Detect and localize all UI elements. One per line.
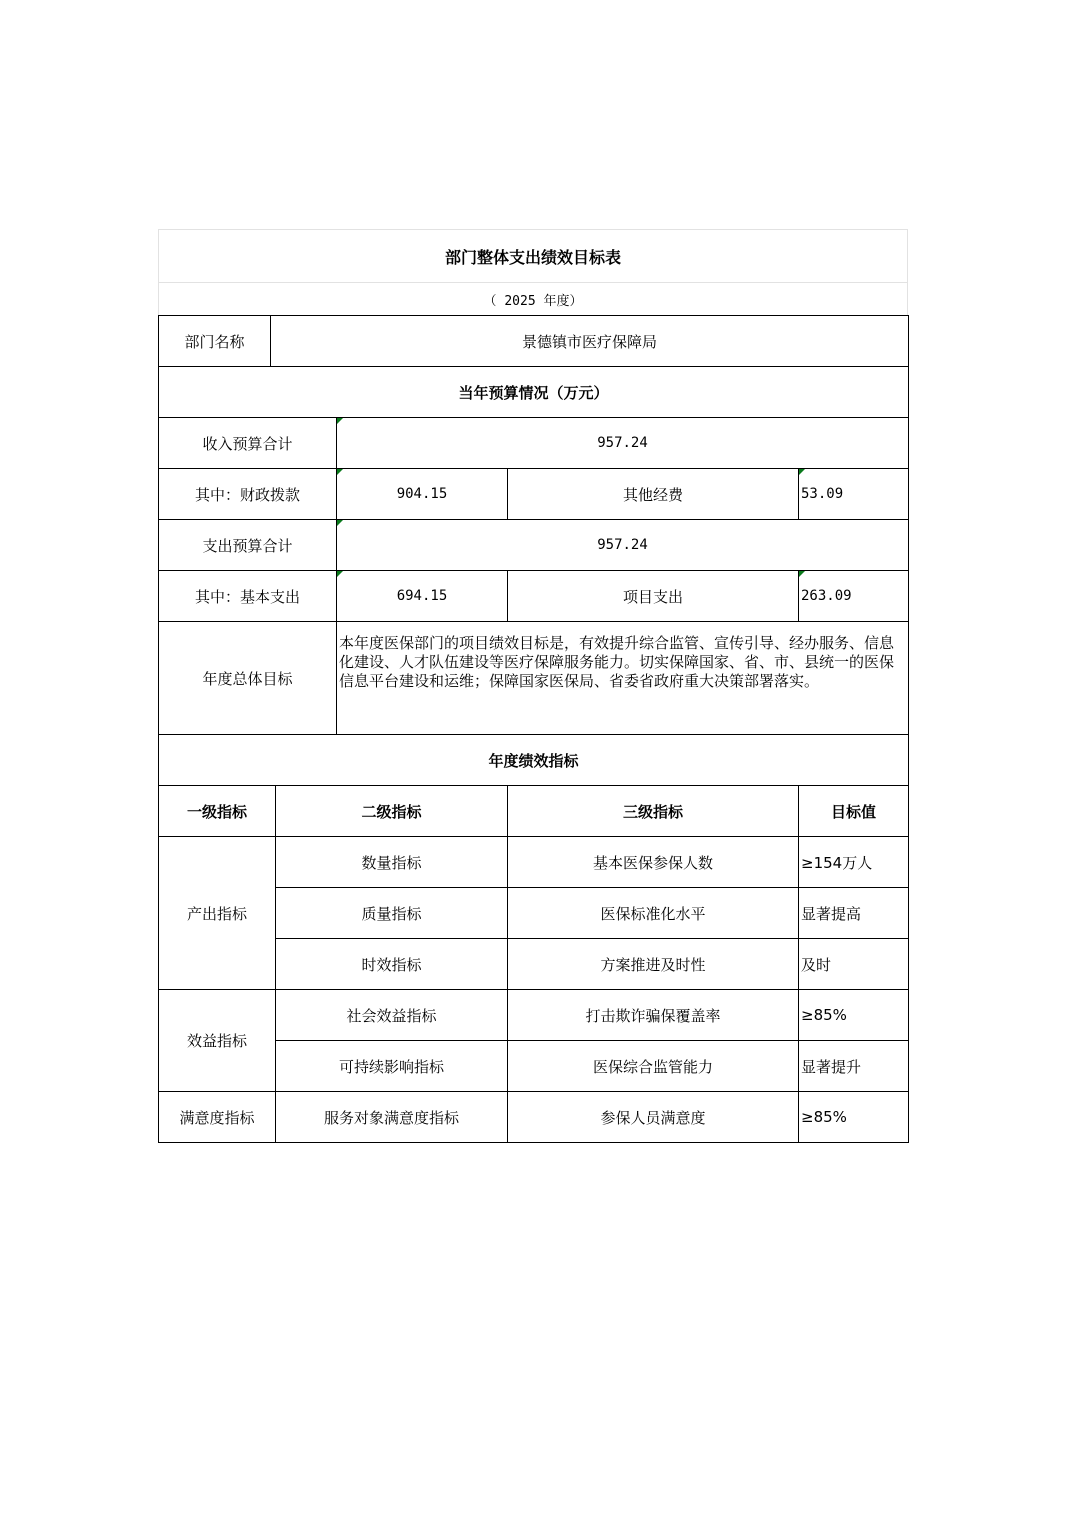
expense-total-row bbox=[159, 520, 909, 571]
fiscal-value: 904.15 bbox=[337, 469, 508, 520]
budget-section-row bbox=[159, 367, 909, 418]
level3-cell: 医保标准化水平 bbox=[508, 888, 799, 939]
target-table bbox=[158, 315, 909, 1143]
indicator-header-row bbox=[159, 786, 909, 837]
basic-row bbox=[159, 571, 909, 622]
target-cell: 显著提高 bbox=[799, 888, 909, 939]
performance-target-sheet bbox=[158, 229, 908, 1143]
indicator-section-title: 年度绩效指标 bbox=[159, 735, 909, 786]
dept-label: 部门名称 bbox=[159, 316, 271, 367]
dept-row bbox=[159, 316, 909, 367]
header-level3: 三级指标 bbox=[508, 786, 799, 837]
expense-total-value: 957.24 bbox=[337, 520, 909, 571]
fiscal-row bbox=[159, 469, 909, 520]
project-label: 项目支出 bbox=[508, 571, 799, 622]
income-total-value: 957.24 bbox=[337, 418, 909, 469]
income-total-label: 收入预算合计 bbox=[159, 418, 337, 469]
level3-cell: 参保人员满意度 bbox=[508, 1092, 799, 1143]
level2-cell: 数量指标 bbox=[276, 837, 508, 888]
sheet-title: 部门整体支出绩效目标表 bbox=[159, 230, 907, 283]
target-cell: 显著提升 bbox=[799, 1041, 909, 1092]
sheet-header bbox=[158, 229, 908, 315]
level2-cell: 服务对象满意度指标 bbox=[276, 1092, 508, 1143]
basic-value: 694.15 bbox=[337, 571, 508, 622]
budget-section-title: 当年预算情况（万元） bbox=[159, 367, 909, 418]
goal-text: 本年度医保部门的项目绩效目标是，有效提升综合监管、宣传引导、经办服务、信息化建设、人才队伍建设等医疗保障服务能力。切实保障国家、省、市、县统一的医保信息平台建设和运维；保障国家医保局、省委省政府重大决策部署落实。 bbox=[337, 622, 909, 735]
goal-label: 年度总体目标 bbox=[159, 622, 337, 735]
level1-satisfaction: 满意度指标 bbox=[159, 1092, 276, 1143]
other-label: 其他经费 bbox=[508, 469, 799, 520]
project-value: 263.09 bbox=[799, 571, 909, 622]
table-row bbox=[159, 990, 909, 1041]
fiscal-label: 其中：财政拨款 bbox=[159, 469, 337, 520]
level3-cell: 方案推进及时性 bbox=[508, 939, 799, 990]
level2-cell: 时效指标 bbox=[276, 939, 508, 990]
level2-cell: 质量指标 bbox=[276, 888, 508, 939]
table-row bbox=[159, 1092, 909, 1143]
target-cell: ≥154万人 bbox=[799, 837, 909, 888]
sheet-year: （ 2025 年度） bbox=[483, 293, 583, 309]
level3-cell: 打击欺诈骗保覆盖率 bbox=[508, 990, 799, 1041]
basic-label: 其中：基本支出 bbox=[159, 571, 337, 622]
income-total-row bbox=[159, 418, 909, 469]
header-level1: 一级指标 bbox=[159, 786, 276, 837]
target-cell: 及时 bbox=[799, 939, 909, 990]
level3-cell: 医保综合监管能力 bbox=[508, 1041, 799, 1092]
level2-cell: 可持续影响指标 bbox=[276, 1041, 508, 1092]
dept-value: 景德镇市医疗保障局 bbox=[271, 316, 909, 367]
other-value: 53.09 bbox=[799, 469, 909, 520]
table-row bbox=[159, 837, 909, 888]
level1-output: 产出指标 bbox=[159, 837, 276, 990]
level3-cell: 基本医保参保人数 bbox=[508, 837, 799, 888]
target-cell: ≥85% bbox=[799, 990, 909, 1041]
indicator-section-row bbox=[159, 735, 909, 786]
expense-total-label: 支出预算合计 bbox=[159, 520, 337, 571]
header-target: 目标值 bbox=[799, 786, 909, 837]
target-cell: ≥85% bbox=[799, 1092, 909, 1143]
header-level2: 二级指标 bbox=[276, 786, 508, 837]
level1-benefit: 效益指标 bbox=[159, 990, 276, 1092]
goal-row bbox=[159, 622, 909, 735]
level2-cell: 社会效益指标 bbox=[276, 990, 508, 1041]
